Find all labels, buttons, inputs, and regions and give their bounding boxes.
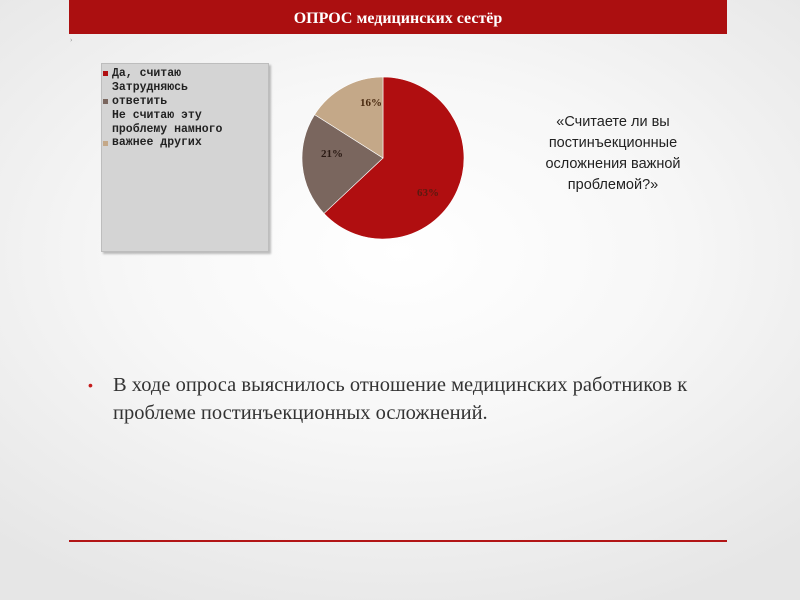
bullet-text: В ходе опроса выяснилось отношение медицинских работников к проблеме постинъекционных осложнений.	[113, 374, 688, 424]
legend-label-no: Не считаю эту проблему намного важнее других	[112, 109, 223, 149]
slide-title: ОПРОС медицинских сестёр	[293, 10, 503, 27]
pie-label-yes: 63%	[417, 187, 439, 199]
bottom-divider	[69, 540, 727, 542]
survey-question: «Считаете ли вы постинъекционные осложнения важной проблемой?»	[545, 114, 681, 193]
legend-label-unsure: Затрудняюсь ответить	[112, 81, 188, 108]
tiny-mark: ›	[70, 36, 73, 44]
pie-label-unsure: 21%	[321, 148, 343, 160]
bullet-marker: •	[88, 377, 93, 393]
pie-label-no: 16%	[360, 97, 382, 109]
legend-label-yes: Да, считаю	[112, 67, 182, 80]
